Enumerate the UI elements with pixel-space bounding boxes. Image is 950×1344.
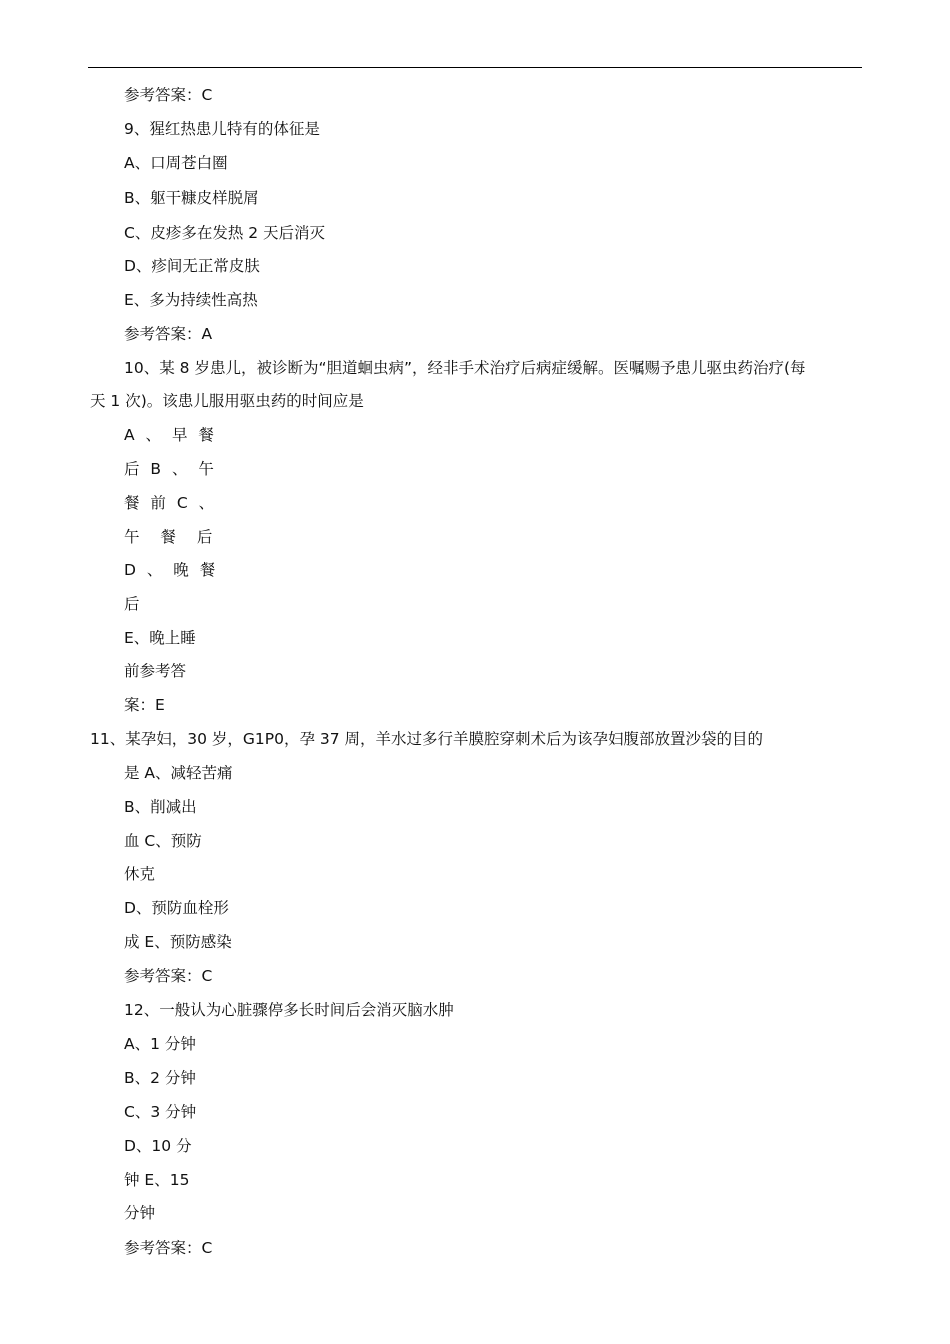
option-line: D、预防血栓形	[124, 899, 229, 917]
question-9: 9、猩红热患儿特有的体征是	[124, 120, 320, 138]
option-line: 钟 E、15	[124, 1171, 190, 1189]
option-line: 成 E、预防感染	[124, 933, 232, 951]
option-line: D、10 分	[124, 1137, 192, 1155]
option-line: B、2 分钟	[124, 1069, 196, 1087]
answer-line: 参考答案：C	[124, 86, 213, 104]
answer-line: 前参考答	[124, 662, 187, 680]
option-line: A、口周苍白圈	[124, 154, 228, 172]
question-10: 10、某 8 岁患儿，被诊断为“胆道蛔虫病”，经非手术治疗后病症缓解。医嘱赐予患儿驱虫药治疗(每	[124, 359, 806, 377]
option-line: 血 C、预防	[124, 832, 202, 850]
answer-line: 参考答案：C	[124, 967, 213, 985]
option-line: A、1 分钟	[124, 1035, 196, 1053]
option-line: 是 A、减轻苦痛	[124, 764, 233, 782]
option-line: B、躯干糠皮样脱屑	[124, 189, 259, 207]
header-rule	[88, 67, 862, 68]
answer-line: 参考答案：A	[124, 325, 213, 343]
option-line: D 、 晚 餐	[124, 561, 219, 579]
option-line: E、晚上睡	[124, 629, 196, 647]
answer-line: 参考答案：C	[124, 1239, 213, 1257]
answer-line: 案：E	[124, 696, 165, 714]
option-line: 分钟	[124, 1204, 156, 1222]
option-line: A 、 早 餐	[124, 426, 217, 444]
question-10-continued: 天 1 次)。该患儿服用驱虫药的时间应是	[90, 392, 364, 410]
option-line: C、3 分钟	[124, 1103, 197, 1121]
option-line: 休克	[124, 865, 156, 883]
option-line: 后	[124, 595, 140, 613]
option-line: B、削减出	[124, 798, 197, 816]
question-12: 12、一般认为心脏骤停多长时间后会消灭脑水肿	[124, 1001, 454, 1019]
option-line: D、疹间无正常皮肤	[124, 257, 260, 275]
option-line: 后 B 、 午	[124, 460, 217, 478]
option-line: 餐 前 C 、	[124, 494, 218, 512]
question-11: 11、某孕妇，30 岁，G1P0，孕 37 周，羊水过多行羊膜腔穿刺术后为该孕妇腹部放置沙袋的目的	[90, 730, 764, 748]
option-line: C、皮疹多在发热 2 天后消灭	[124, 224, 326, 242]
option-line: 午 餐 后	[124, 528, 221, 546]
option-line: E、多为持续性高热	[124, 291, 258, 309]
